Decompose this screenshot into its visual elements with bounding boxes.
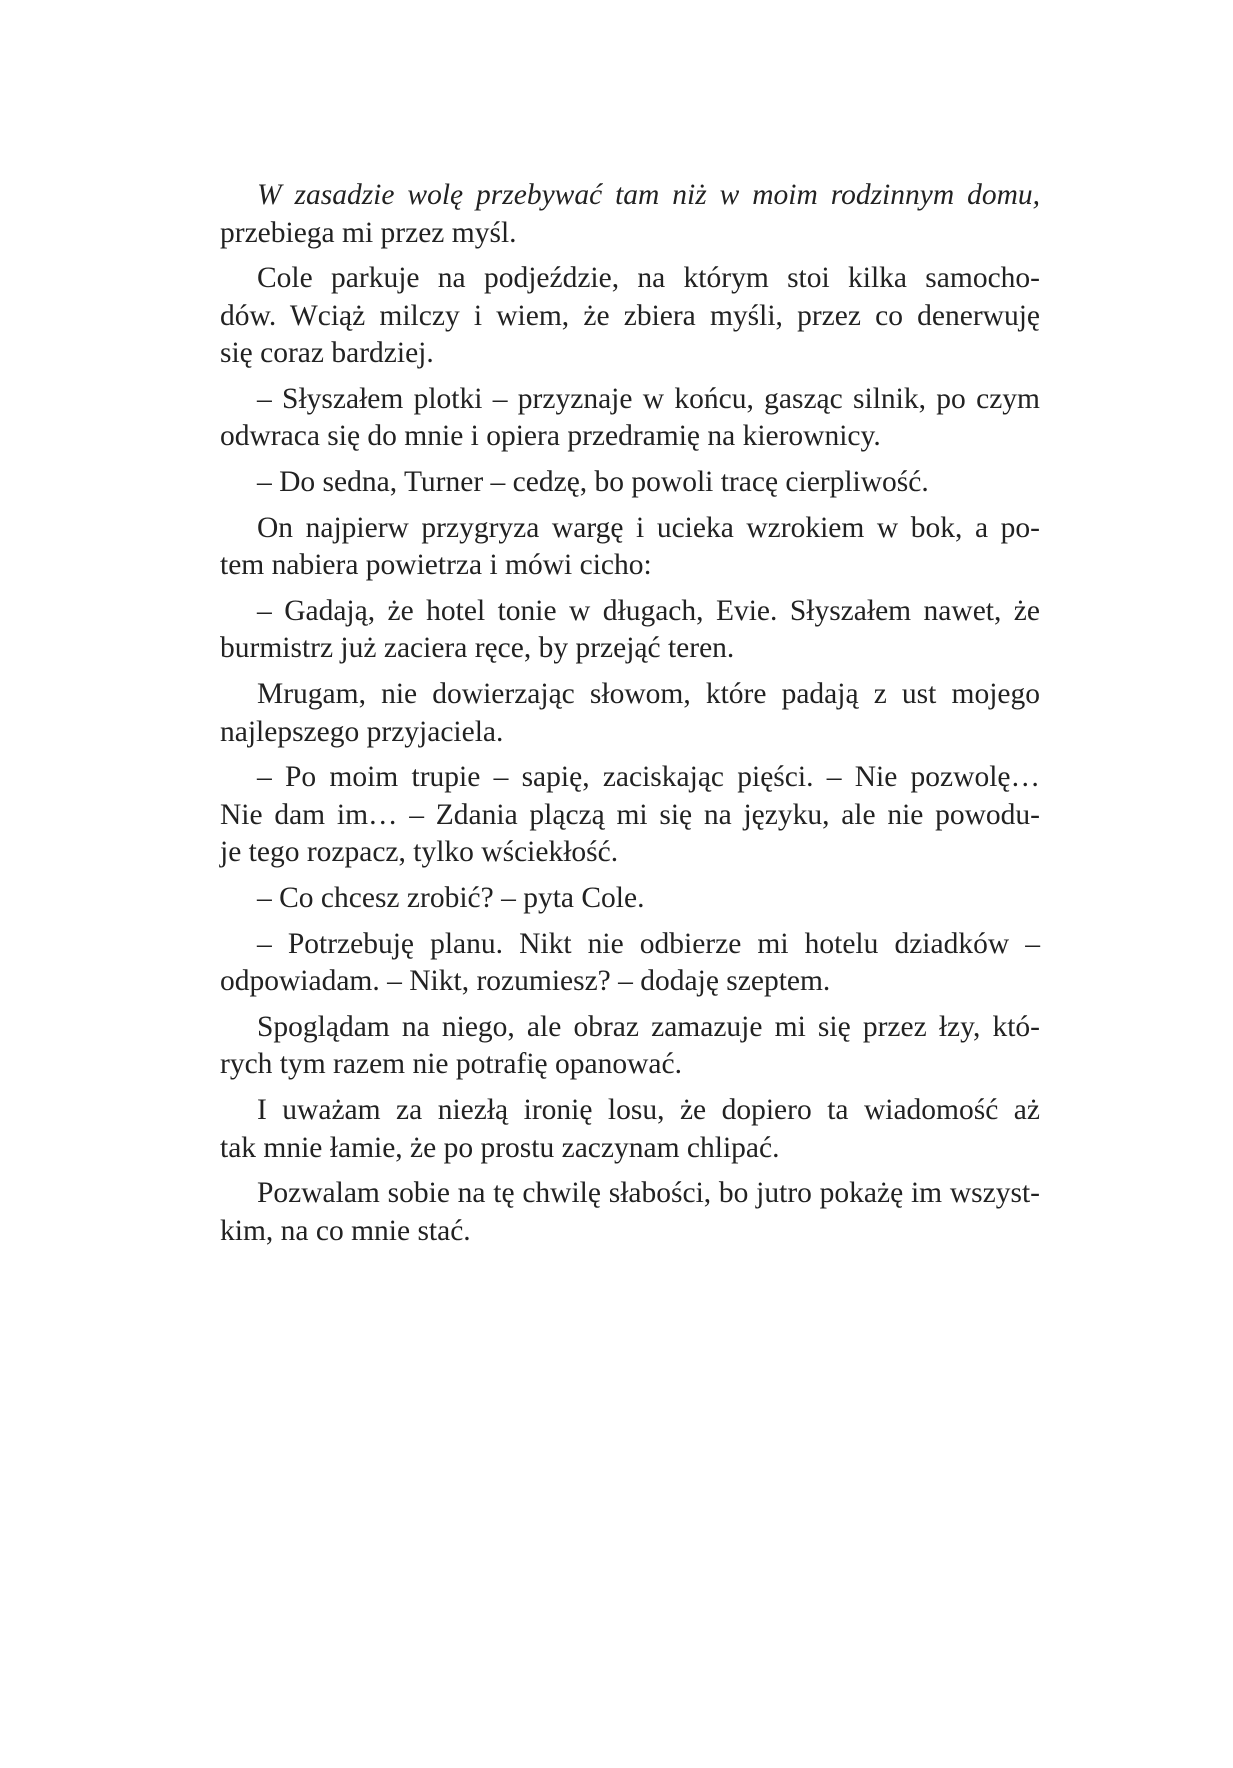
text-line: je tego rozpacz, tylko wściekłość. — [220, 836, 619, 869]
text-line: tak mnie łamie, że po prostu zaczynam chlipać. — [220, 1131, 780, 1164]
text-line: odwraca się do mnie i opiera przedramię na kierownicy. — [220, 420, 881, 453]
text-line: Pozwalam sobie na tę chwilę słabości, bo jutro pokażę im wszyst- — [257, 1177, 1040, 1210]
text-line: – Do sedna, Turner – cedzę, bo powoli tracę cierpliwość. — [257, 466, 929, 499]
text-line: I uważam za niezłą ironię losu, że dopiero ta wiadomość aż — [257, 1094, 1040, 1127]
text-line: tem nabiera powietrza i mówi cicho: — [220, 549, 652, 582]
text-line: W zasadzie wolę przebywać tam niż w moim rodzinnym domu, — [257, 179, 1040, 211]
text-line: On najpierw przygryza wargę i ucieka wzrokiem w bok, a po- — [257, 511, 1040, 544]
text-line: przebiega mi przez myśl. — [220, 216, 517, 249]
text-line: rych tym razem nie potrafię opanować. — [220, 1048, 682, 1081]
text-line: najlepszego przyjaciela. — [220, 715, 504, 748]
text-line: kim, na co mnie stać. — [220, 1214, 471, 1247]
text-line: – Słyszałem plotki – przyznaje w końcu, gasząc silnik, po czym — [257, 382, 1040, 415]
text-line: dów. Wciąż milczy i wiem, że zbiera myśli, przez co denerwuję — [220, 299, 1040, 332]
text-line: Nie dam im… – Zdania plączą mi się na języku, ale nie powodu- — [220, 798, 1040, 831]
text-line: – Gadają, że hotel tonie w długach, Evie. Słyszałem nawet, że — [257, 594, 1040, 627]
text-line: się coraz bardziej. — [220, 337, 434, 370]
body-text — [220, 177, 1040, 1250]
text-line: – Po moim trupie – sapię, zaciskając pięści. – Nie pozwolę… — [257, 761, 1040, 794]
text-line: Spoglądam na niego, ale obraz zamazuje mi się przez łzy, któ- — [257, 1010, 1040, 1043]
text-line: Mrugam, nie dowierzając słowom, które padają z ust mojego — [257, 678, 1040, 711]
text-line: burmistrz już zaciera ręce, by przejąć teren. — [220, 632, 735, 665]
text-line: – Co chcesz zrobić? – pyta Cole. — [257, 882, 645, 914]
text-line: Cole parkuje na podjeździe, na którym stoi kilka samocho- — [257, 262, 1040, 295]
text-line: – Potrzebuję planu. Nikt nie odbierze mi hotelu dziadków – — [257, 927, 1040, 960]
text-line: odpowiadam. – Nikt, rozumiesz? – dodaję szeptem. — [220, 965, 831, 998]
